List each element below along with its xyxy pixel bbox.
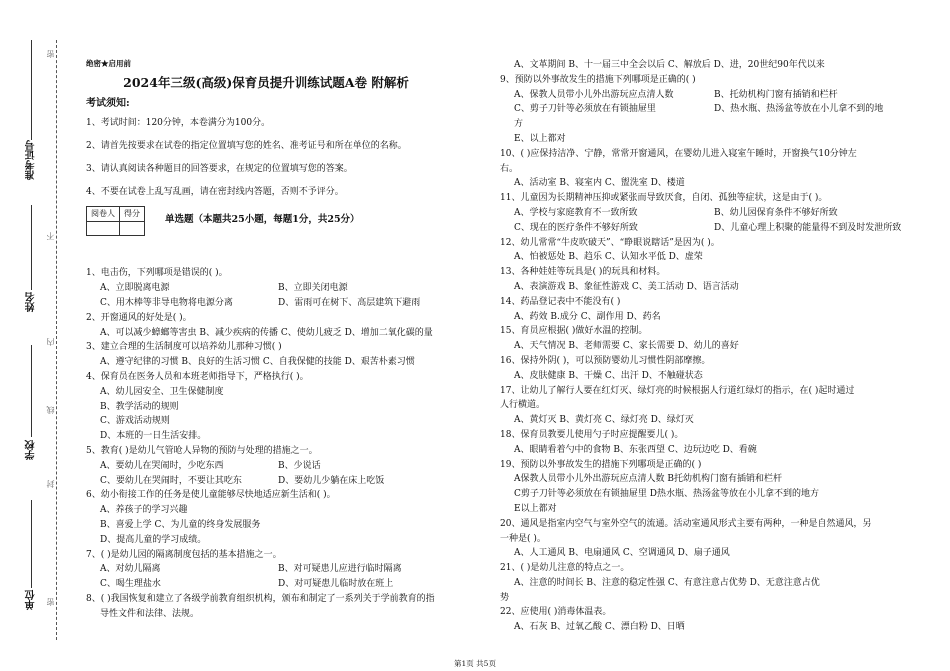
answer-options: C剪子刀针等必须放在有锁抽屉里 D热水瓶、热汤盆等放在小儿拿不到的地方 <box>514 489 819 500</box>
score-row <box>86 204 486 237</box>
seal-char: 密 <box>46 598 55 606</box>
answer-options: A、养孩子的学习兴趣 <box>100 505 188 516</box>
answer-options: A、可以减少蟑螂等害虫 B、减少疾病的传播 C、使幼儿疲乏 D、增加二氧化碳的量 <box>100 327 433 338</box>
seal-char: 封 <box>46 480 55 488</box>
answer-option: C、用木棒等非导电物将电源分离 <box>100 297 233 308</box>
question-text: 16、保持外阴( )，可以预防婴幼儿习惯性阴部摩擦。 <box>500 355 711 366</box>
question-text: 势 <box>500 592 510 603</box>
answer-option: C、剪子刀针等必须放在有锁抽屉里 <box>514 104 656 115</box>
answer-options: E以上都对 <box>514 503 557 514</box>
reviewer-blank[interactable] <box>87 222 120 236</box>
question-text: 17、让幼儿了解行人要在红灯灭、绿灯亮的时候根据人行道红绿灯的指示，在( )起时通过 <box>500 385 855 396</box>
answer-options: A保教人员带小儿外出游玩应点清人数 B托幼机构门窗有插销和栏杆 <box>514 474 782 485</box>
question-text: 人行横道。 <box>500 400 546 411</box>
notice-heading: 考试须知: <box>86 97 130 109</box>
notice-item: 2、请首先按要求在试卷的指定位置填写您的姓名、准考证号和所在单位的名称。 <box>86 141 407 152</box>
answer-options <box>500 206 920 221</box>
seal-char: 不 <box>46 232 55 240</box>
binding-strip <box>0 0 72 671</box>
seal-dashed-line <box>56 40 57 640</box>
answer-options <box>86 474 486 489</box>
answer-option: D、热水瓶、热汤盆等放在小儿拿不到的地 <box>714 104 884 115</box>
question-text: 2、开窗通风的好处是( )。 <box>86 312 192 323</box>
question-text: 6、幼小衔接工作的任务是使儿童能够尽快地适应新生活和( )。 <box>86 490 336 501</box>
answer-option: C、喝生理盐水 <box>100 579 161 590</box>
answer-options <box>86 296 486 311</box>
question-text: 15、育员应根据( )做好水温的控制。 <box>500 326 648 337</box>
answer-option: B、少说话 <box>278 460 321 471</box>
answer-option: D、儿童心理上积聚的能量得不到及时发泄所致 <box>714 222 902 233</box>
score-cell: 得分 <box>120 206 145 222</box>
answer-options <box>500 88 920 103</box>
answer-options: A、眼睛看着勺中的食物 B、东张西望 C、边玩边吃 D、看碗 <box>514 444 757 455</box>
answer-option: D、要幼儿少躺在床上吃饭 <box>278 475 385 486</box>
answer-option: B、托幼机构门窗有插销和栏杆 <box>714 89 838 100</box>
question-text: 7、( )是幼儿园的隔离制度包括的基本措施之一。 <box>86 549 282 560</box>
reviewer-cell: 阅卷人 <box>87 206 120 222</box>
question-text: 20、通风是指室内空气与室外空气的流通。活动室通风形式主要有两种，一种是自然通风，另 <box>500 518 872 529</box>
section-heading: 单选题（本题共25小题，每题1分，共25分） <box>165 213 360 225</box>
answer-options: A、怕被惩处 B、趋乐 C、认知水平低 D、虚荣 <box>514 252 703 263</box>
left-column <box>86 57 486 622</box>
answer-options: 导性文件和法律、法规。 <box>100 608 200 619</box>
answer-option: A、保教人员带小儿外出游玩应点清人数 <box>514 89 674 100</box>
answer-options <box>86 577 486 592</box>
question-text: 一种是( )。 <box>500 533 546 544</box>
question-list <box>500 58 920 635</box>
seal-char: 密 <box>46 50 55 58</box>
question-text: 5、教育( )是幼儿气管呛人异物的预防与处理的措施之一。 <box>86 445 318 456</box>
exam-number-label: 准考证号 <box>26 140 37 180</box>
school-line <box>31 345 32 437</box>
answer-options: A、表演游戏 B、象征性游戏 C、美工活动 D、语言活动 <box>514 281 739 292</box>
answer-option: D、雷雨可在树下、高层建筑下避雨 <box>278 297 421 308</box>
question-text: 13、各种娃娃等玩具是( )的玩具和材料。 <box>500 267 666 278</box>
answer-options: A、人工通风 B、电扇通风 C、空调通风 D、扇子通风 <box>514 548 730 559</box>
question-text: 8、( )我国恢复和建立了各级学前教育组织机构，颁布和制定了一系列关于学前教育的指 <box>86 593 435 604</box>
question-text: 18、保育员教要儿使用勺子时应提醒要儿( )。 <box>500 429 684 440</box>
answer-option: A、学校与家庭教育不一致所致 <box>514 207 638 218</box>
unit-label: 单位 <box>26 590 37 610</box>
answer-option: A、立即脱离电源 <box>100 283 170 294</box>
answer-options: A、遵守纪律的习惯 B、良好的生活习惯 C、自我保健的技能 D、艰苦朴素习惯 <box>100 357 415 368</box>
answer-option: B、立即关闭电源 <box>278 283 348 294</box>
seal-char: 线 <box>46 406 55 414</box>
answer-options: E、以上都对 <box>514 133 566 144</box>
question-text: 22、应使用( )消毒体温表。 <box>500 607 612 618</box>
page-footer: 第1页 共5页 <box>454 659 496 668</box>
page-title: 2024年三级(高级)保育员提升训练试题A卷 附解析 <box>123 74 409 90</box>
question-text: 右。 <box>500 163 519 174</box>
name-line <box>31 205 32 290</box>
question-text: 12、幼儿常常“牛皮吹破天”、“睁眼说瞎话”是因为( )。 <box>500 237 720 248</box>
answer-option: D、对可疑患儿临时放在班上 <box>278 579 394 590</box>
unit-line <box>31 500 32 588</box>
notice-item: 3、请认真阅读各种题目的回答要求，在规定的位置填写您的答案。 <box>86 163 353 174</box>
score-blank[interactable] <box>120 222 145 236</box>
right-column <box>500 58 920 635</box>
notice-item: 1、考试时间：120分钟，本卷满分为100分。 <box>86 118 271 129</box>
answer-options: A、天气情况 B、老师需要 C、家长需要 D、幼儿的喜好 <box>514 341 739 352</box>
answer-option: A、对幼儿隔离 <box>100 564 161 575</box>
secret-mark: 绝密★启用前 <box>86 59 131 68</box>
answer-option: B、对可疑患儿应进行临时隔离 <box>278 564 402 575</box>
answer-options: B、教学活动的规则 <box>100 401 179 412</box>
answer-options: A、药效 B.成分 C、副作用 D、药名 <box>514 311 661 322</box>
notice-item: 4、不要在试卷上乱写乱画，请在密封线内答题，否则不予评分。 <box>86 186 344 197</box>
question-text: 9、预防以外事故发生的措施下列哪项是正确的( ) <box>500 74 696 85</box>
name-label: 姓名 <box>26 292 37 312</box>
question-text: 4、保育员在医务人员和本班老师指导下，严格执行( )。 <box>86 371 309 382</box>
answer-option: A、要幼儿在哭闹时，少吃东西 <box>100 460 224 471</box>
question-text: 3、建立合理的生活制度可以培养幼儿那种习惯( ) <box>86 342 282 353</box>
answer-options <box>86 562 486 577</box>
answer-options: A、黄灯灭 B、黄灯亮 C、绿灯亮 D、绿灯灭 <box>514 415 694 426</box>
answer-options: A、活动室 B、寝室内 C、盥洗室 D、楼道 <box>514 178 685 189</box>
score-table <box>86 206 145 237</box>
answer-options <box>500 221 920 236</box>
answer-option: C、要幼儿在哭闹时，不要让其吃东 <box>100 475 242 486</box>
answer-options: 方 <box>514 119 524 130</box>
answer-option: B、幼儿园保育条件不够好所致 <box>714 207 838 218</box>
question-list <box>86 266 486 621</box>
answer-options: A、皮肤健康 B、干燥 C、出汗 D、不触碰状态 <box>514 370 703 381</box>
question-text: 11、儿童因为长期精神压抑或紧张而导致厌食，自闭、孤独等症状，这是由于( )。 <box>500 193 828 204</box>
answer-options: B、喜爱上学 C、为儿童的终身发展服务 <box>100 519 261 530</box>
school-label: 学校 <box>26 440 37 460</box>
answer-options <box>86 281 486 296</box>
answer-options: D、提高儿童的学习成绩。 <box>100 534 207 545</box>
answer-options: A、注意的时间长 B、注意的稳定性强 C、有意注意占优势 D、无意注意占优 <box>514 577 820 588</box>
answer-options: A、石灰 B、过氧乙酸 C、漂白粉 D、日晒 <box>514 622 685 633</box>
answer-options <box>500 102 920 117</box>
question-text: 10、( )应保持洁净、宁静，常常开窗通风，在婴幼儿进入寝室午睡时，开窗换气10分钟左 <box>500 148 857 159</box>
answer-options: A、幼儿园安全、卫生保健制度 <box>100 386 224 397</box>
seal-char: 内 <box>46 338 55 346</box>
answer-option: C、现在的医疗条件不够好所致 <box>514 222 638 233</box>
question-text: 21、( )是幼儿注意的特点之一。 <box>500 563 630 574</box>
answer-options: A、文革期间 B、十一届三中全会以后 C、解放后 D、进，20世纪90年代以来 <box>514 60 825 70</box>
question-text: 14、药品登记表中不能没有( ) <box>500 296 621 307</box>
question-text: 19、预防以外事故发生的措施下列哪项是正确的( ) <box>500 459 702 470</box>
question-text: 1、电击伤，下列哪项是错误的( )。 <box>86 268 228 279</box>
exam-number-line <box>31 40 32 140</box>
answer-options: D、本班的一日生活安排。 <box>100 431 207 442</box>
answer-options <box>86 459 486 474</box>
answer-options: C、游戏活动规则 <box>100 416 170 427</box>
